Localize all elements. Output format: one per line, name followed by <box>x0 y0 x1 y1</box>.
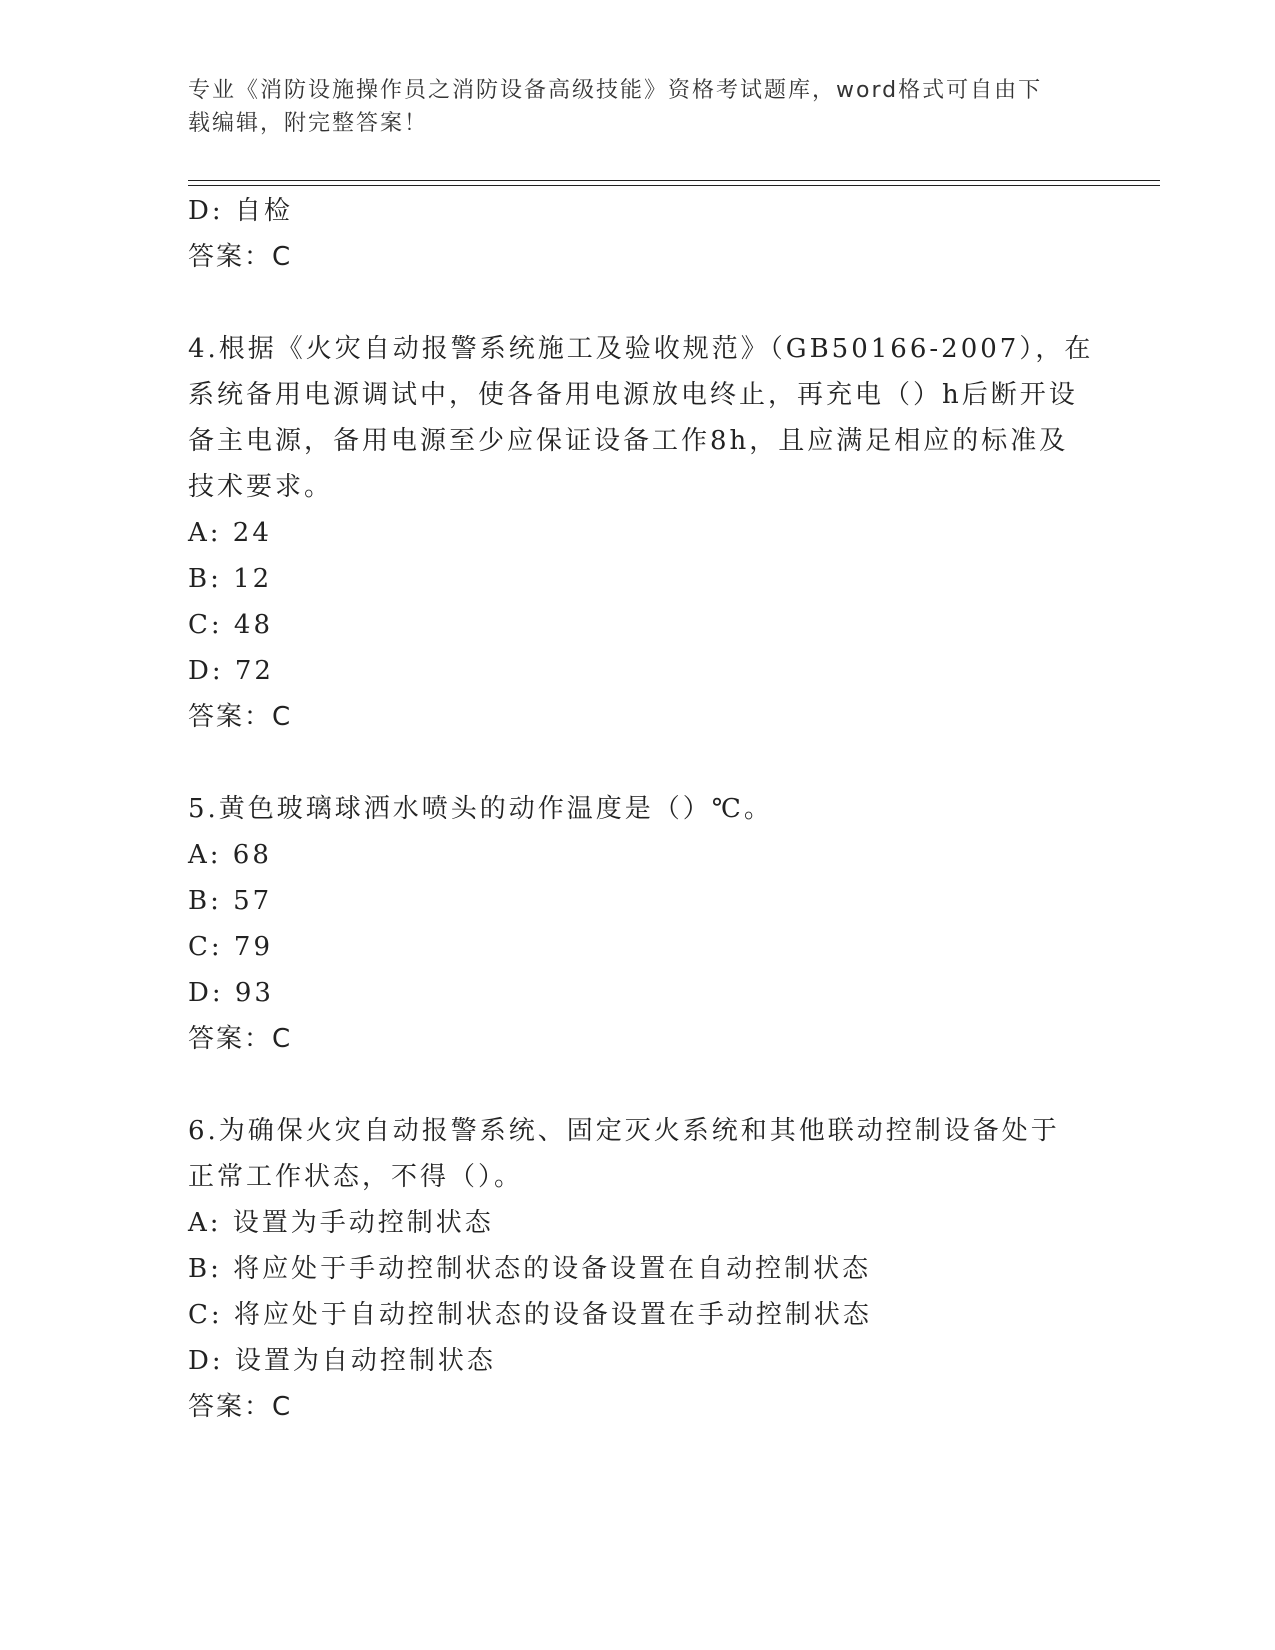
document-header <box>188 74 1088 140</box>
option-c: C: 79 <box>188 932 274 962</box>
header-line-1: 专业《消防设施操作员之消防设备高级技能》资格考试题库，word格式可自由下 <box>188 78 1043 103</box>
spacer <box>188 280 1088 326</box>
question-4 <box>188 326 1094 740</box>
question-6 <box>188 1108 1088 1430</box>
option-d: D: 72 <box>188 656 274 686</box>
option-b: B: 12 <box>188 564 273 594</box>
option-c: C: 48 <box>188 610 274 640</box>
answer: 答案：C <box>188 1024 293 1054</box>
option-d: D: 设置为自动控制状态 <box>188 1346 496 1376</box>
question-line: 系统备用电源调试中，使各备用电源放电终止，再充电（）h后断开设 <box>188 380 1078 410</box>
question-5 <box>188 786 1088 1062</box>
question-line: 技术要求。 <box>188 472 334 502</box>
option-b: B: 57 <box>188 886 273 916</box>
header-line-2: 载编辑，附完整答案！ <box>188 111 429 136</box>
header-rule-bottom <box>188 185 1160 186</box>
option-d: D: 93 <box>188 978 274 1008</box>
spacer <box>188 1062 1088 1108</box>
answer: 答案：C <box>188 1392 293 1422</box>
question-line: 4.根据《火灾自动报警系统施工及验收规范》（GB50166-2007），在 <box>188 334 1094 364</box>
question-text <box>188 1108 1088 1200</box>
question-list <box>188 188 1094 1430</box>
question-line: 5.黄色玻璃球洒水喷头的动作温度是（）℃。 <box>188 794 773 824</box>
header-rule-top <box>188 180 1160 181</box>
option-a: A: 24 <box>188 518 272 548</box>
previous-question-tail <box>188 188 1088 280</box>
question-text <box>188 326 1094 510</box>
option-b: B: 将应处于手动控制状态的设备设置在自动控制状态 <box>188 1254 872 1284</box>
question-line: 正常工作状态，不得（）。 <box>188 1162 524 1192</box>
question-line: 6.为确保火灾自动报警系统、固定灭火系统和其他联动控制设备处于 <box>188 1116 1060 1146</box>
option-c: C: 将应处于自动控制状态的设备设置在手动控制状态 <box>188 1300 872 1330</box>
answer: 答案：C <box>188 702 293 732</box>
question-line: 备主电源，备用电源至少应保证设备工作8h，且应满足相应的标准及 <box>188 426 1069 456</box>
option-a: A: 68 <box>188 840 272 870</box>
answer: 答案：C <box>188 242 293 272</box>
option-d: D: 自检 <box>188 196 293 226</box>
spacer <box>188 740 1088 786</box>
question-text <box>188 786 1088 832</box>
option-a: A: 设置为手动控制状态 <box>188 1208 494 1238</box>
